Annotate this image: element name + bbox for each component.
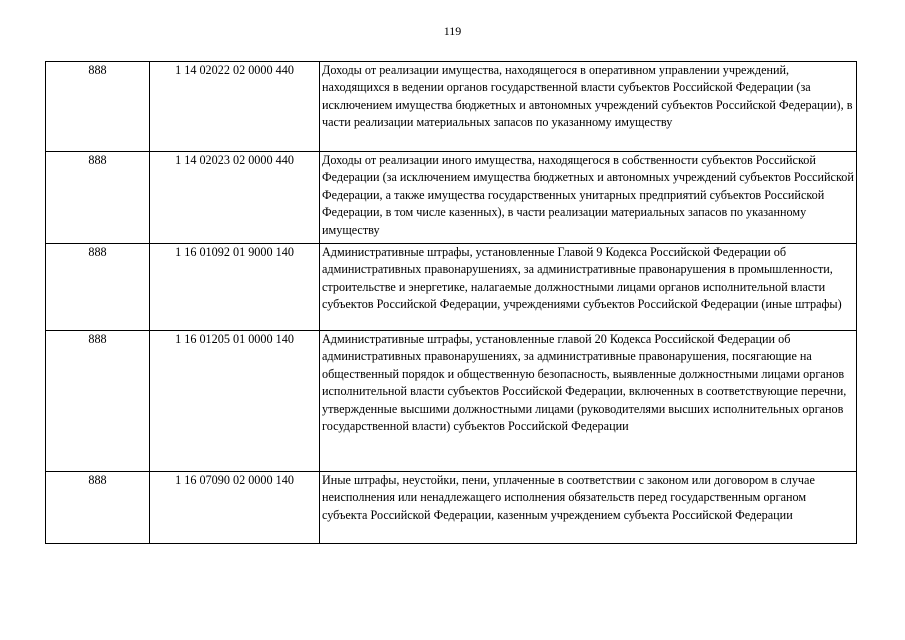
description-cell: Административные штрафы, установленные главой 20 Кодекса Российской Федерации об административных правонарушениях, за административные правонарушения, посягающие на общественный порядок и общественную безопасность, выявленные должностными лицами органов исполнительной власти субъектов Российской Федерации, включенных в соответствующие перечни, утвержденные высшими должностными лицами (руководителями высших исполнительных органов государственной власти) субъектов Российской Федерации (320, 331, 857, 472)
admin-code-cell: 888 (46, 152, 150, 244)
table-row (46, 244, 857, 331)
budget-code-cell: 1 14 02022 02 0000 440 (150, 62, 320, 152)
admin-code-cell: 888 (46, 244, 150, 331)
description-cell: Административные штрафы, установленные Главой 9 Кодекса Российской Федерации об административных правонарушениях, за административные правонарушения в промышленности, строительстве и энергетике, налагаемые должностными лицами органов исполнительной власти субъектов Российской Федерации, учреждениями субъектов Российской Федерации (иные штрафы) (320, 244, 857, 331)
table-row (46, 152, 857, 244)
description-cell: Иные штрафы, неустойки, пени, уплаченные в соответствии с законом или договором в случае неисполнения или ненадлежащего исполнения обязательств перед государственным органом субъекта Российской Федерации, казенным учреждением субъекта Российской Федерации (320, 472, 857, 544)
budget-code-cell: 1 14 02023 02 0000 440 (150, 152, 320, 244)
page-number: 119 (443, 24, 462, 38)
description-cell: Доходы от реализации иного имущества, находящегося в собственности субъектов Российской Федерации (за исключением имущества бюджетных и автономных учреждений субъектов Российской Федерации, а также имущества государственных унитарных предприятий субъектов Российской Федерации, в том числе казенных), в части реализации материальных запасов по указанному имуществу (320, 152, 857, 244)
budget-code-cell: 1 16 01092 01 9000 140 (150, 244, 320, 331)
table-row (46, 331, 857, 472)
budget-code-cell: 1 16 07090 02 0000 140 (150, 472, 320, 544)
admin-code-cell: 888 (46, 62, 150, 152)
budget-code-cell: 1 16 01205 01 0000 140 (150, 331, 320, 472)
admin-code-cell: 888 (46, 331, 150, 472)
admin-code-cell: 888 (46, 472, 150, 544)
table-row (46, 62, 857, 152)
revenue-codes-table (45, 61, 857, 544)
description-cell: Доходы от реализации имущества, находящегося в оперативном управлении учреждений, находящихся в ведении органов государственной власти субъектов Российской Федерации (за исключением имущества бюджетных и автономных учреждений субъектов Российской Федерации), в части реализации материальных запасов по указанному имуществу (320, 62, 857, 152)
table-row (46, 472, 857, 544)
